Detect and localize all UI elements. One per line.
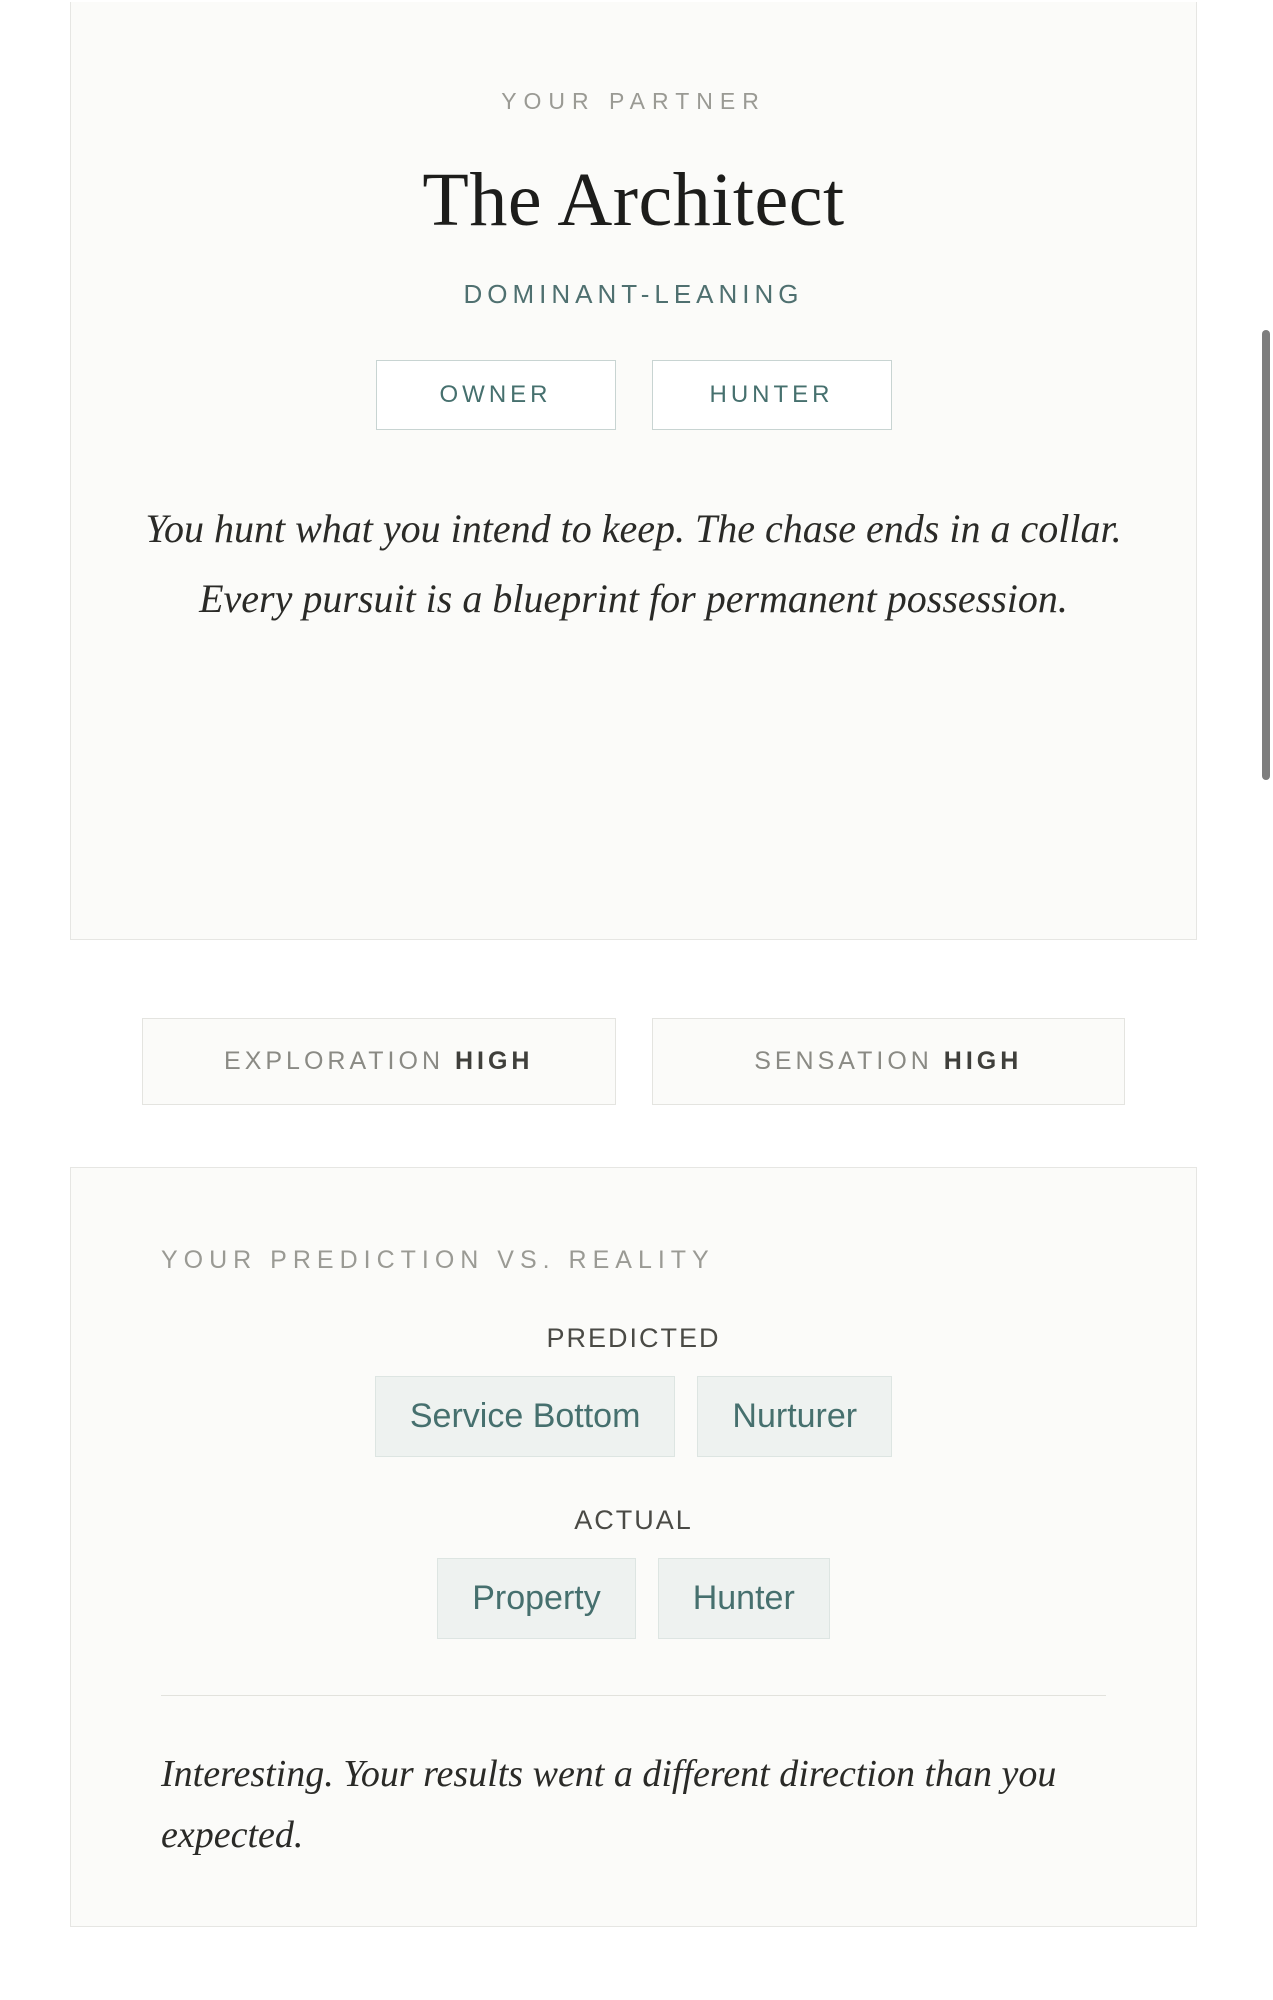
trait-row bbox=[70, 1018, 1197, 1105]
actual-chip-2[interactable]: Hunter bbox=[658, 1558, 830, 1639]
partner-title: The Architect bbox=[422, 158, 845, 242]
trait-exploration[interactable] bbox=[142, 1018, 616, 1105]
prediction-note: Interesting. Your results went a different direction than you expected. bbox=[161, 1753, 1057, 1856]
trait-sensation-name: SENSATION bbox=[754, 1047, 933, 1075]
prediction-divider bbox=[161, 1695, 1106, 1696]
partner-eyebrow: YOUR PARTNER bbox=[501, 88, 766, 114]
partner-tag-owner[interactable]: OWNER bbox=[376, 360, 616, 430]
prediction-card bbox=[70, 1167, 1197, 1927]
partner-subtitle: DOMINANT-LEANING bbox=[463, 278, 804, 309]
partner-tag-hunter[interactable]: HUNTER bbox=[652, 360, 892, 430]
scrollbar-thumb[interactable] bbox=[1262, 330, 1270, 780]
partner-tag-row bbox=[111, 360, 1156, 430]
actual-chip-row bbox=[111, 1558, 1156, 1639]
predicted-chip-1[interactable]: Service Bottom bbox=[375, 1376, 676, 1457]
predicted-chip-2[interactable]: Nurturer bbox=[697, 1376, 892, 1457]
actual-label: ACTUAL bbox=[574, 1505, 693, 1535]
partner-card bbox=[70, 2, 1197, 940]
prediction-eyebrow: YOUR PREDICTION VS. REALITY bbox=[161, 1246, 715, 1274]
trait-sensation[interactable] bbox=[652, 1018, 1126, 1105]
predicted-label: PREDICTED bbox=[546, 1323, 721, 1353]
trait-sensation-level: HIGH bbox=[943, 1047, 1023, 1075]
trait-exploration-name: EXPLORATION bbox=[224, 1047, 444, 1075]
partner-quote: You hunt what you intend to keep. The chase ends in a collar. Every pursuit is a blueprint for permanent possession. bbox=[145, 505, 1122, 621]
page-scrollbar[interactable] bbox=[1257, 0, 1273, 2000]
content-column bbox=[70, 0, 1197, 1927]
actual-chip-1[interactable]: Property bbox=[437, 1558, 636, 1639]
trait-exploration-level: HIGH bbox=[454, 1047, 534, 1075]
predicted-chip-row bbox=[111, 1376, 1156, 1457]
